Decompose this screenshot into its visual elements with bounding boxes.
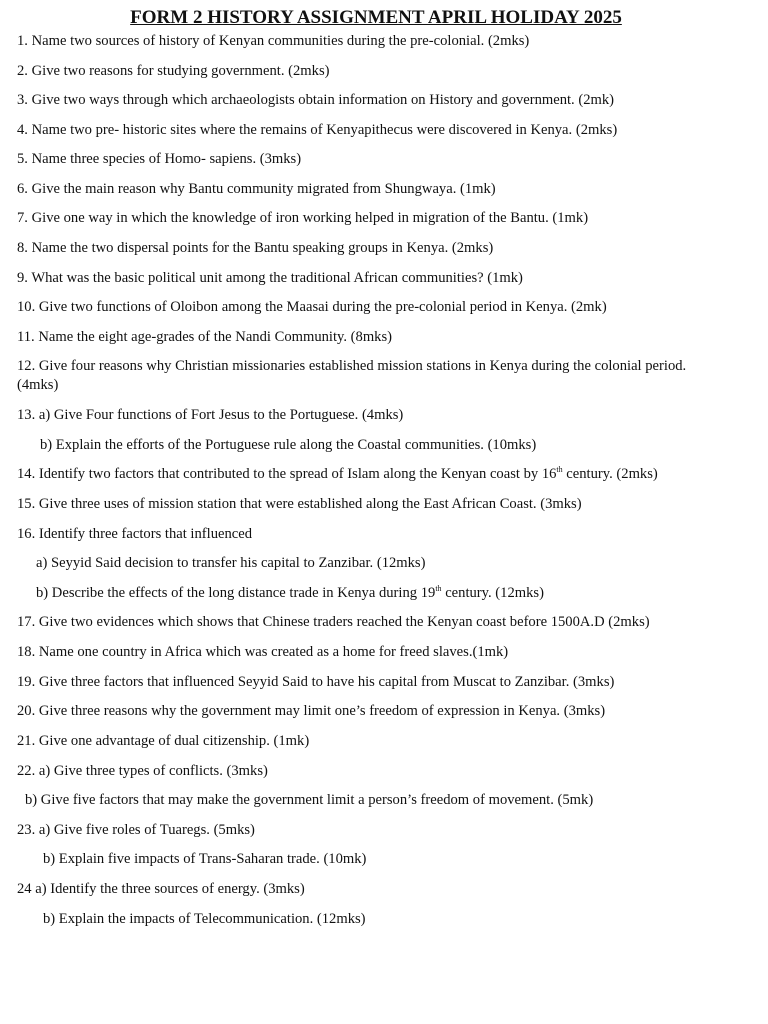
question-14-text-end: century. (2mks): [562, 466, 658, 482]
question-10: 10. Give two functions of Oloibon among the Maasai during the pre-colonial period in Kenya. (2mk): [17, 299, 607, 315]
question-6: 6. Give the main reason why Bantu community migrated from Shungwaya. (1mk): [17, 181, 496, 197]
question-7: 7. Give one way in which the knowledge of iron working helped in migration of the Bantu. (1mk): [17, 210, 589, 226]
question-22a: 22. a) Give three types of conflicts. (3mks): [17, 763, 268, 779]
question-8: 8. Name the two dispersal points for the Bantu speaking groups in Kenya. (2mks): [17, 240, 494, 256]
question-16b-text: b) Describe the effects of the long distance trade in Kenya during 19: [36, 585, 436, 601]
question-13a: 13. a) Give Four functions of Fort Jesus to the Portuguese. (4mks): [17, 407, 404, 423]
question-4: 4. Name two pre- historic sites where the remains of Kenyapithecus were discovered in Kenya. (2mks): [17, 122, 618, 138]
question-24b: b) Explain the impacts of Telecommunication. (12mks): [43, 911, 366, 927]
question-14-text: 14. Identify two factors that contributed to the spread of Islam along the Kenyan coast by 16: [17, 466, 557, 482]
question-16a: a) Seyyid Said decision to transfer his capital to Zanzibar. (12mks): [36, 555, 426, 571]
question-17: 17. Give two evidences which shows that Chinese traders reached the Kenyan coast before 1500A.D (2mks): [17, 614, 650, 630]
question-24a: 24 a) Identify the three sources of energy. (3mks): [17, 881, 305, 897]
question-22b: b) Give five factors that may make the government limit a person’s freedom of movement. (5mk): [25, 792, 594, 808]
question-23a: 23. a) Give five roles of Tuaregs. (5mks): [17, 822, 255, 838]
question-16b: [36, 584, 756, 603]
question-9: 9. What was the basic political unit among the traditional African communities? (1mk): [17, 270, 523, 286]
question-15: 15. Give three uses of mission station that were established along the East African Coast. (3mks): [17, 496, 582, 512]
question-21: 21. Give one advantage of dual citizenship. (1mk): [17, 733, 310, 749]
document-title: FORM 2 HISTORY ASSIGNMENT APRIL HOLIDAY 2025: [130, 7, 622, 28]
question-12: 12. Give four reasons why Christian missionaries established mission stations in Kenya during the colonial period. (4mks): [17, 358, 687, 393]
question-11: 11. Name the eight age-grades of the Nandi Community. (8mks): [17, 329, 393, 345]
question-16b-text-end: century. (12mks): [441, 585, 544, 601]
question-1: 1. Name two sources of history of Kenyan communities during the pre-colonial. (2mks): [17, 33, 530, 49]
question-14-superscript: th: [556, 465, 563, 475]
question-13b: b) Explain the efforts of the Portuguese rule along the Coastal communities. (10mks): [40, 437, 537, 453]
question-20: 20. Give three reasons why the government may limit one’s freedom of expression in Kenya. (3mks): [17, 703, 606, 719]
question-5: 5. Name three species of Homo- sapiens. (3mks): [17, 151, 302, 167]
question-16b-superscript: th: [435, 584, 442, 594]
question-14: [17, 465, 737, 484]
question-2: 2. Give two reasons for studying government. (2mks): [17, 63, 330, 79]
question-16: 16. Identify three factors that influenced: [17, 526, 253, 542]
question-23b: b) Explain five impacts of Trans-Saharan trade. (10mk): [43, 851, 367, 867]
question-19: 19. Give three factors that influenced Seyyid Said to have his capital from Muscat to Zanzibar. (3mks): [17, 674, 615, 690]
question-3: 3. Give two ways through which archaeologists obtain information on History and government. (2mk): [17, 92, 615, 108]
question-18: 18. Name one country in Africa which was created as a home for freed slaves.(1mk): [17, 644, 509, 660]
